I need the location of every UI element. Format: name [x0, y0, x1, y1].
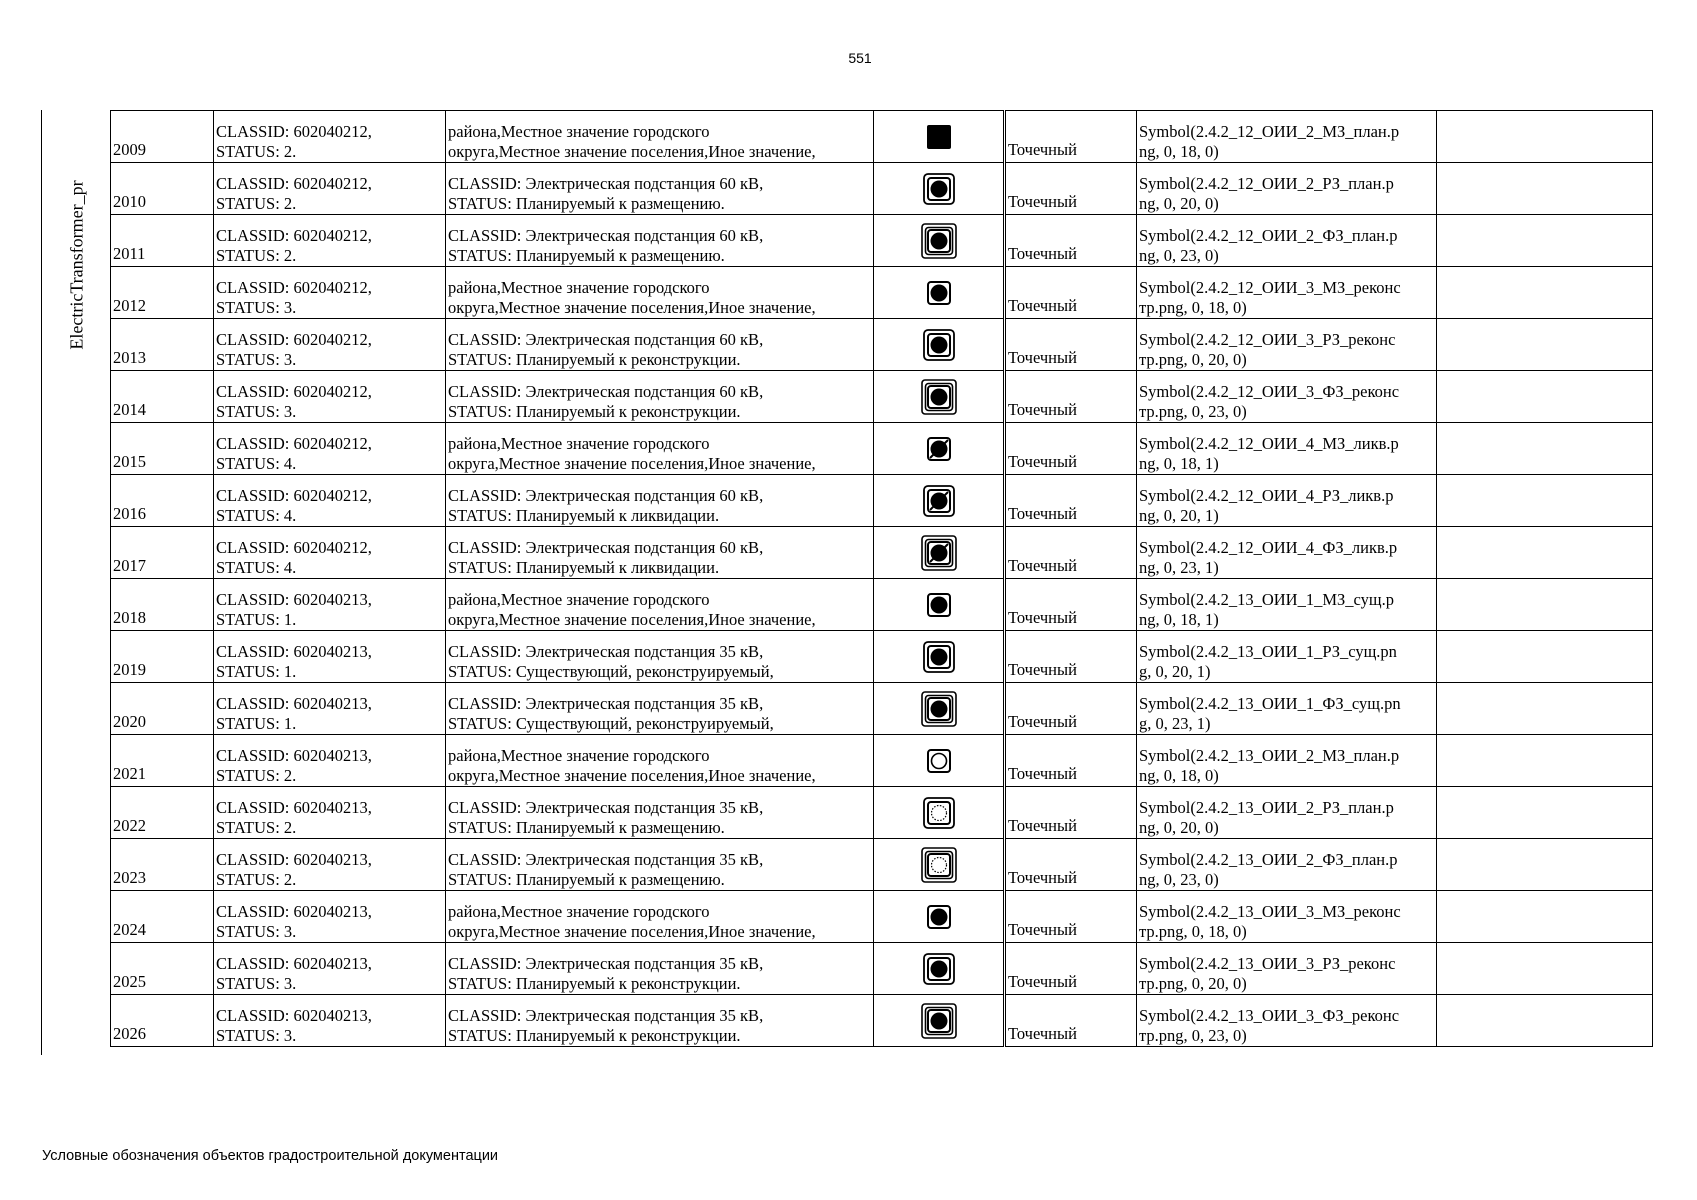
row-symbol-definition — [1137, 267, 1437, 319]
row-symbol-definition — [1137, 995, 1437, 1047]
row-description — [446, 631, 874, 683]
row-status: STATUS: 1. — [216, 714, 297, 733]
row-classid-status — [214, 579, 446, 631]
row-geometry-type: Точечный — [1005, 163, 1137, 215]
row-symbol-preview — [874, 371, 1005, 423]
row-status: STATUS: 2. — [216, 246, 297, 265]
row-code: 2013 — [111, 319, 214, 371]
row-description-line2: округа,Местное значение поселения,Иное значение, — [448, 454, 816, 473]
row-status: STATUS: 2. — [216, 766, 297, 785]
row-geometry-type: Точечный — [1005, 475, 1137, 527]
row-symbol-definition — [1137, 371, 1437, 423]
row-symbol-definition — [1137, 735, 1437, 787]
row-classid-status — [214, 267, 446, 319]
row-symbol-preview — [874, 735, 1005, 787]
row-symbol-line2: тр.png, 0, 20, 0) — [1139, 350, 1247, 369]
row-notes — [1437, 683, 1653, 735]
row-symbol-line2: ng, 0, 23, 0) — [1139, 870, 1219, 889]
row-classid-status — [214, 787, 446, 839]
row-description-line2: округа,Местное значение поселения,Иное значение, — [448, 610, 816, 629]
row-symbol-preview — [874, 527, 1005, 579]
row-description — [446, 787, 874, 839]
row-code: 2024 — [111, 891, 214, 943]
row-description-line1: района,Местное значение городского — [448, 746, 710, 765]
row-status: STATUS: 4. — [216, 558, 297, 577]
square-with-disc-icon — [919, 273, 959, 313]
page-number: 551 — [848, 50, 872, 66]
row-symbol-definition — [1137, 527, 1437, 579]
row-symbol-line1: Symbol(2.4.2_12_ОИИ_2_РЗ_план.p — [1139, 174, 1394, 193]
row-description-line2: STATUS: Планируемый к размещению. — [448, 870, 725, 889]
row-description — [446, 891, 874, 943]
row-code: 2016 — [111, 475, 214, 527]
row-symbol-line1: Symbol(2.4.2_13_ОИИ_2_РЗ_план.p — [1139, 798, 1394, 817]
row-status: STATUS: 2. — [216, 194, 297, 213]
row-symbol-preview — [874, 475, 1005, 527]
row-code: 2011 — [111, 215, 214, 267]
row-notes — [1437, 735, 1653, 787]
row-description-line1: CLASSID: Электрическая подстанция 35 кВ, — [448, 642, 764, 661]
row-description-line1: CLASSID: Электрическая подстанция 60 кВ, — [448, 538, 764, 557]
row-description-line2: STATUS: Планируемый к реконструкции. — [448, 350, 741, 369]
row-classid: CLASSID: 602040212, — [216, 382, 372, 401]
table-row-2014 — [111, 371, 1653, 423]
row-status: STATUS: 4. — [216, 506, 297, 525]
row-symbol-line2: ng, 0, 23, 1) — [1139, 558, 1219, 577]
row-status: STATUS: 1. — [216, 662, 297, 681]
row-notes — [1437, 579, 1653, 631]
row-symbol-preview — [874, 579, 1005, 631]
row-geometry-type: Точечный — [1005, 319, 1137, 371]
row-notes — [1437, 319, 1653, 371]
row-symbol-line1: Symbol(2.4.2_13_ОИИ_1_РЗ_сущ.pn — [1139, 642, 1397, 661]
row-description-line1: CLASSID: Электрическая подстанция 35 кВ, — [448, 1006, 764, 1025]
row-symbol-line2: тр.png, 0, 20, 0) — [1139, 974, 1247, 993]
row-geometry-type: Точечный — [1005, 579, 1137, 631]
row-description — [446, 839, 874, 891]
row-symbol-preview — [874, 163, 1005, 215]
table-row-2010 — [111, 163, 1653, 215]
row-description-line1: CLASSID: Электрическая подстанция 35 кВ, — [448, 954, 764, 973]
row-symbol-definition — [1137, 319, 1437, 371]
row-symbol-preview — [874, 839, 1005, 891]
row-geometry-type: Точечный — [1005, 527, 1137, 579]
row-description — [446, 319, 874, 371]
row-symbol-definition — [1137, 475, 1437, 527]
row-description-line2: STATUS: Планируемый к реконструкции. — [448, 1026, 741, 1045]
row-geometry-type: Точечный — [1005, 839, 1137, 891]
row-description — [446, 215, 874, 267]
row-description-line2: округа,Местное значение поселения,Иное значение, — [448, 142, 816, 161]
row-status: STATUS: 1. — [216, 610, 297, 629]
row-description-line1: CLASSID: Электрическая подстанция 35 кВ, — [448, 798, 764, 817]
row-symbol-line1: Symbol(2.4.2_13_ОИИ_2_МЗ_план.p — [1139, 746, 1400, 765]
table-row-2018 — [111, 579, 1653, 631]
framed-square-with-disc-icon — [919, 949, 959, 989]
row-status: STATUS: 3. — [216, 298, 297, 317]
row-symbol-definition — [1137, 631, 1437, 683]
row-symbol-definition — [1137, 215, 1437, 267]
row-code: 2018 — [111, 579, 214, 631]
row-classid: CLASSID: 602040213, — [216, 798, 372, 817]
row-status: STATUS: 2. — [216, 142, 297, 161]
row-description — [446, 111, 874, 163]
row-symbol-line2: тр.png, 0, 23, 0) — [1139, 402, 1247, 421]
row-geometry-type: Точечный — [1005, 891, 1137, 943]
row-classid-status — [214, 215, 446, 267]
row-symbol-line1: Symbol(2.4.2_13_ОИИ_3_РЗ_реконс — [1139, 954, 1396, 973]
row-symbol-line2: ng, 0, 20, 0) — [1139, 194, 1219, 213]
row-description-line2: округа,Местное значение поселения,Иное значение, — [448, 298, 816, 317]
row-classid: CLASSID: 602040212, — [216, 278, 372, 297]
row-symbol-line1: Symbol(2.4.2_13_ОИИ_3_МЗ_реконс — [1139, 902, 1401, 921]
table-row-2019 — [111, 631, 1653, 683]
side-rule — [41, 110, 42, 1055]
table-row-2013 — [111, 319, 1653, 371]
row-description-line2: STATUS: Планируемый к реконструкции. — [448, 974, 741, 993]
row-classid-status — [214, 527, 446, 579]
row-description-line1: района,Местное значение городского — [448, 434, 710, 453]
row-description-line1: района,Местное значение городского — [448, 122, 710, 141]
row-geometry-type: Точечный — [1005, 683, 1137, 735]
table-row-2016 — [111, 475, 1653, 527]
row-symbol-line1: Symbol(2.4.2_13_ОИИ_3_ФЗ_реконс — [1139, 1006, 1400, 1025]
row-description-line1: CLASSID: Электрическая подстанция 60 кВ, — [448, 330, 764, 349]
row-classid: CLASSID: 602040213, — [216, 902, 372, 921]
row-symbol-definition — [1137, 787, 1437, 839]
table-row-2011 — [111, 215, 1653, 267]
row-status: STATUS: 4. — [216, 454, 297, 473]
row-code: 2015 — [111, 423, 214, 475]
row-geometry-type: Точечный — [1005, 787, 1137, 839]
row-symbol-line2: ng, 0, 20, 1) — [1139, 506, 1219, 525]
row-symbol-preview — [874, 319, 1005, 371]
row-code: 2019 — [111, 631, 214, 683]
row-status: STATUS: 3. — [216, 350, 297, 369]
row-symbol-line2: тр.png, 0, 18, 0) — [1139, 922, 1247, 941]
row-classid-status — [214, 735, 446, 787]
row-geometry-type: Точечный — [1005, 735, 1137, 787]
row-classid: CLASSID: 602040213, — [216, 590, 372, 609]
framed-square-with-disc-icon — [919, 325, 959, 365]
row-symbol-line1: Symbol(2.4.2_12_ОИИ_4_ФЗ_ликв.p — [1139, 538, 1398, 557]
row-symbol-line1: Symbol(2.4.2_12_ОИИ_2_ФЗ_план.p — [1139, 226, 1398, 245]
row-classid: CLASSID: 602040212, — [216, 434, 372, 453]
row-symbol-preview — [874, 215, 1005, 267]
row-code: 2009 — [111, 111, 214, 163]
row-geometry-type: Точечный — [1005, 215, 1137, 267]
row-classid-status — [214, 839, 446, 891]
row-symbol-preview — [874, 943, 1005, 995]
row-classid-status — [214, 319, 446, 371]
row-symbol-line2: g, 0, 23, 1) — [1139, 714, 1211, 733]
row-code: 2012 — [111, 267, 214, 319]
square-with-disc-crossed-icon — [919, 429, 959, 469]
row-classid: CLASSID: 602040213, — [216, 850, 372, 869]
layer-name-label: ElectricTransformer_pr — [66, 180, 87, 350]
row-symbol-preview — [874, 267, 1005, 319]
row-description-line2: STATUS: Планируемый к размещению. — [448, 818, 725, 837]
row-description-line2: STATUS: Существующий, реконструируемый, — [448, 714, 774, 733]
row-code: 2026 — [111, 995, 214, 1047]
row-description — [446, 943, 874, 995]
framed-square-with-disc-crossed-icon — [919, 481, 959, 521]
row-symbol-definition — [1137, 891, 1437, 943]
row-code: 2022 — [111, 787, 214, 839]
row-description-line1: CLASSID: Электрическая подстанция 35 кВ, — [448, 850, 764, 869]
row-symbol-line2: ng, 0, 18, 1) — [1139, 454, 1219, 473]
row-notes — [1437, 839, 1653, 891]
row-description-line1: CLASSID: Электрическая подстанция 60 кВ, — [448, 226, 764, 245]
row-symbol-preview — [874, 995, 1005, 1047]
row-classid-status — [214, 891, 446, 943]
double-framed-square-with-disc-icon — [919, 377, 959, 417]
row-classid: CLASSID: 602040212, — [216, 538, 372, 557]
row-status: STATUS: 3. — [216, 1026, 297, 1045]
row-notes — [1437, 475, 1653, 527]
row-symbol-line2: ng, 0, 23, 0) — [1139, 246, 1219, 265]
row-description-line1: CLASSID: Электрическая подстанция 35 кВ, — [448, 694, 764, 713]
framed-square-with-disc-icon — [919, 169, 959, 209]
row-classid: CLASSID: 602040212, — [216, 174, 372, 193]
row-symbol-definition — [1137, 683, 1437, 735]
row-symbol-line2: ng, 0, 18, 0) — [1139, 142, 1219, 161]
row-geometry-type: Точечный — [1005, 371, 1137, 423]
row-notes — [1437, 995, 1653, 1047]
row-code: 2017 — [111, 527, 214, 579]
table-row-2022 — [111, 787, 1653, 839]
row-description — [446, 579, 874, 631]
row-description-line2: STATUS: Планируемый к размещению. — [448, 246, 725, 265]
row-symbol-definition — [1137, 943, 1437, 995]
row-notes — [1437, 631, 1653, 683]
row-description — [446, 475, 874, 527]
row-symbol-definition — [1137, 423, 1437, 475]
row-classid-status — [214, 423, 446, 475]
row-symbol-line1: Symbol(2.4.2_12_ОИИ_3_РЗ_реконс — [1139, 330, 1396, 349]
footer-caption: Условные обозначения объектов градостроительной документации — [42, 1148, 499, 1164]
table-row-2012 — [111, 267, 1653, 319]
table-row-2015 — [111, 423, 1653, 475]
row-description — [446, 267, 874, 319]
row-symbol-line1: Symbol(2.4.2_12_ОИИ_3_ФЗ_реконс — [1139, 382, 1400, 401]
framed-square-with-disc-icon — [919, 637, 959, 677]
table-body — [111, 111, 1653, 1047]
row-symbol-preview — [874, 787, 1005, 839]
row-description-line2: STATUS: Существующий, реконструируемый, — [448, 662, 774, 681]
row-classid-status — [214, 111, 446, 163]
row-classid: CLASSID: 602040213, — [216, 1006, 372, 1025]
row-symbol-preview — [874, 891, 1005, 943]
table-row-2026 — [111, 995, 1653, 1047]
row-description-line1: CLASSID: Электрическая подстанция 60 кВ, — [448, 486, 764, 505]
row-geometry-type: Точечный — [1005, 631, 1137, 683]
symbol-table — [110, 110, 1653, 1047]
square-with-disc-icon — [919, 897, 959, 937]
row-classid: CLASSID: 602040213, — [216, 694, 372, 713]
double-framed-square-with-disc-crossed-icon — [919, 533, 959, 573]
row-symbol-preview — [874, 683, 1005, 735]
row-description-line2: округа,Местное значение поселения,Иное значение, — [448, 922, 816, 941]
row-description-line1: района,Местное значение городского — [448, 278, 710, 297]
row-classid: CLASSID: 602040212, — [216, 486, 372, 505]
row-description-line2: STATUS: Планируемый к размещению. — [448, 194, 725, 213]
row-notes — [1437, 371, 1653, 423]
row-notes — [1437, 215, 1653, 267]
row-symbol-definition — [1137, 579, 1437, 631]
row-description — [446, 683, 874, 735]
row-symbol-definition — [1137, 839, 1437, 891]
double-framed-square-with-disc-icon — [919, 1001, 959, 1041]
table-row-2020 — [111, 683, 1653, 735]
double-framed-square-with-disc-icon — [919, 221, 959, 261]
square-with-hollow-disc-icon — [919, 741, 959, 781]
row-geometry-type: Точечный — [1005, 943, 1137, 995]
row-status: STATUS: 2. — [216, 870, 297, 889]
row-symbol-line1: Symbol(2.4.2_12_ОИИ_4_МЗ_ликв.p — [1139, 434, 1399, 453]
row-geometry-type: Точечный — [1005, 267, 1137, 319]
row-classid: CLASSID: 602040213, — [216, 954, 372, 973]
row-symbol-line1: Symbol(2.4.2_12_ОИИ_2_МЗ_план.p — [1139, 122, 1400, 141]
row-code: 2025 — [111, 943, 214, 995]
row-status: STATUS: 3. — [216, 974, 297, 993]
row-symbol-line1: Symbol(2.4.2_13_ОИИ_1_ФЗ_сущ.pn — [1139, 694, 1401, 713]
row-code: 2014 — [111, 371, 214, 423]
row-description-line2: STATUS: Планируемый к ликвидации. — [448, 506, 720, 525]
row-classid-status — [214, 995, 446, 1047]
row-classid: CLASSID: 602040212, — [216, 226, 372, 245]
row-description-line1: CLASSID: Электрическая подстанция 60 кВ, — [448, 174, 764, 193]
table-row-2017 — [111, 527, 1653, 579]
row-notes — [1437, 527, 1653, 579]
row-classid: CLASSID: 602040212, — [216, 122, 372, 141]
row-classid-status — [214, 943, 446, 995]
row-description — [446, 527, 874, 579]
row-symbol-line1: Symbol(2.4.2_12_ОИИ_4_РЗ_ликв.p — [1139, 486, 1394, 505]
row-notes — [1437, 267, 1653, 319]
row-symbol-definition — [1137, 111, 1437, 163]
row-description — [446, 995, 874, 1047]
row-notes — [1437, 943, 1653, 995]
row-notes — [1437, 787, 1653, 839]
row-classid: CLASSID: 602040213, — [216, 642, 372, 661]
square-filled-small-icon — [919, 117, 959, 157]
row-status: STATUS: 3. — [216, 402, 297, 421]
table-row-2024 — [111, 891, 1653, 943]
row-classid-status — [214, 163, 446, 215]
row-notes — [1437, 891, 1653, 943]
row-symbol-line2: ng, 0, 18, 1) — [1139, 610, 1219, 629]
row-description — [446, 163, 874, 215]
row-symbol-line2: тр.png, 0, 23, 0) — [1139, 1026, 1247, 1045]
row-geometry-type: Точечный — [1005, 423, 1137, 475]
row-code: 2010 — [111, 163, 214, 215]
row-description-line1: района,Местное значение городского — [448, 590, 710, 609]
square-with-disc-icon — [919, 585, 959, 625]
row-symbol-line2: ng, 0, 20, 0) — [1139, 818, 1219, 837]
row-description-line1: района,Местное значение городского — [448, 902, 710, 921]
double-framed-square-with-disc-icon — [919, 689, 959, 729]
row-symbol-preview — [874, 423, 1005, 475]
row-classid: CLASSID: 602040212, — [216, 330, 372, 349]
framed-square-with-dotted-circle-icon — [919, 793, 959, 833]
row-description — [446, 371, 874, 423]
row-classid-status — [214, 371, 446, 423]
row-notes — [1437, 111, 1653, 163]
row-description — [446, 423, 874, 475]
row-classid-status — [214, 683, 446, 735]
row-code: 2021 — [111, 735, 214, 787]
row-symbol-line2: ng, 0, 18, 0) — [1139, 766, 1219, 785]
row-symbol-line1: Symbol(2.4.2_13_ОИИ_1_МЗ_сущ.p — [1139, 590, 1394, 609]
row-notes — [1437, 163, 1653, 215]
double-framed-square-with-dotted-circle-icon — [919, 845, 959, 885]
row-symbol-definition — [1137, 163, 1437, 215]
row-classid-status — [214, 631, 446, 683]
row-code: 2023 — [111, 839, 214, 891]
row-symbol-line2: g, 0, 20, 1) — [1139, 662, 1211, 681]
row-classid: CLASSID: 602040213, — [216, 746, 372, 765]
table-row-2009 — [111, 111, 1653, 163]
table-row-2025 — [111, 943, 1653, 995]
row-symbol-preview — [874, 631, 1005, 683]
row-description-line1: CLASSID: Электрическая подстанция 60 кВ, — [448, 382, 764, 401]
row-symbol-preview — [874, 111, 1005, 163]
row-symbol-line1: Symbol(2.4.2_13_ОИИ_2_ФЗ_план.p — [1139, 850, 1398, 869]
table-row-2021 — [111, 735, 1653, 787]
row-code: 2020 — [111, 683, 214, 735]
row-description-line2: округа,Местное значение поселения,Иное значение, — [448, 766, 816, 785]
row-status: STATUS: 3. — [216, 922, 297, 941]
row-description-line2: STATUS: Планируемый к ликвидации. — [448, 558, 720, 577]
row-geometry-type: Точечный — [1005, 111, 1137, 163]
row-geometry-type: Точечный — [1005, 995, 1137, 1047]
row-status: STATUS: 2. — [216, 818, 297, 837]
row-description-line2: STATUS: Планируемый к реконструкции. — [448, 402, 741, 421]
row-symbol-line2: тр.png, 0, 18, 0) — [1139, 298, 1247, 317]
row-classid-status — [214, 475, 446, 527]
row-notes — [1437, 423, 1653, 475]
table-row-2023 — [111, 839, 1653, 891]
row-description — [446, 735, 874, 787]
row-symbol-line1: Symbol(2.4.2_12_ОИИ_3_МЗ_реконс — [1139, 278, 1401, 297]
